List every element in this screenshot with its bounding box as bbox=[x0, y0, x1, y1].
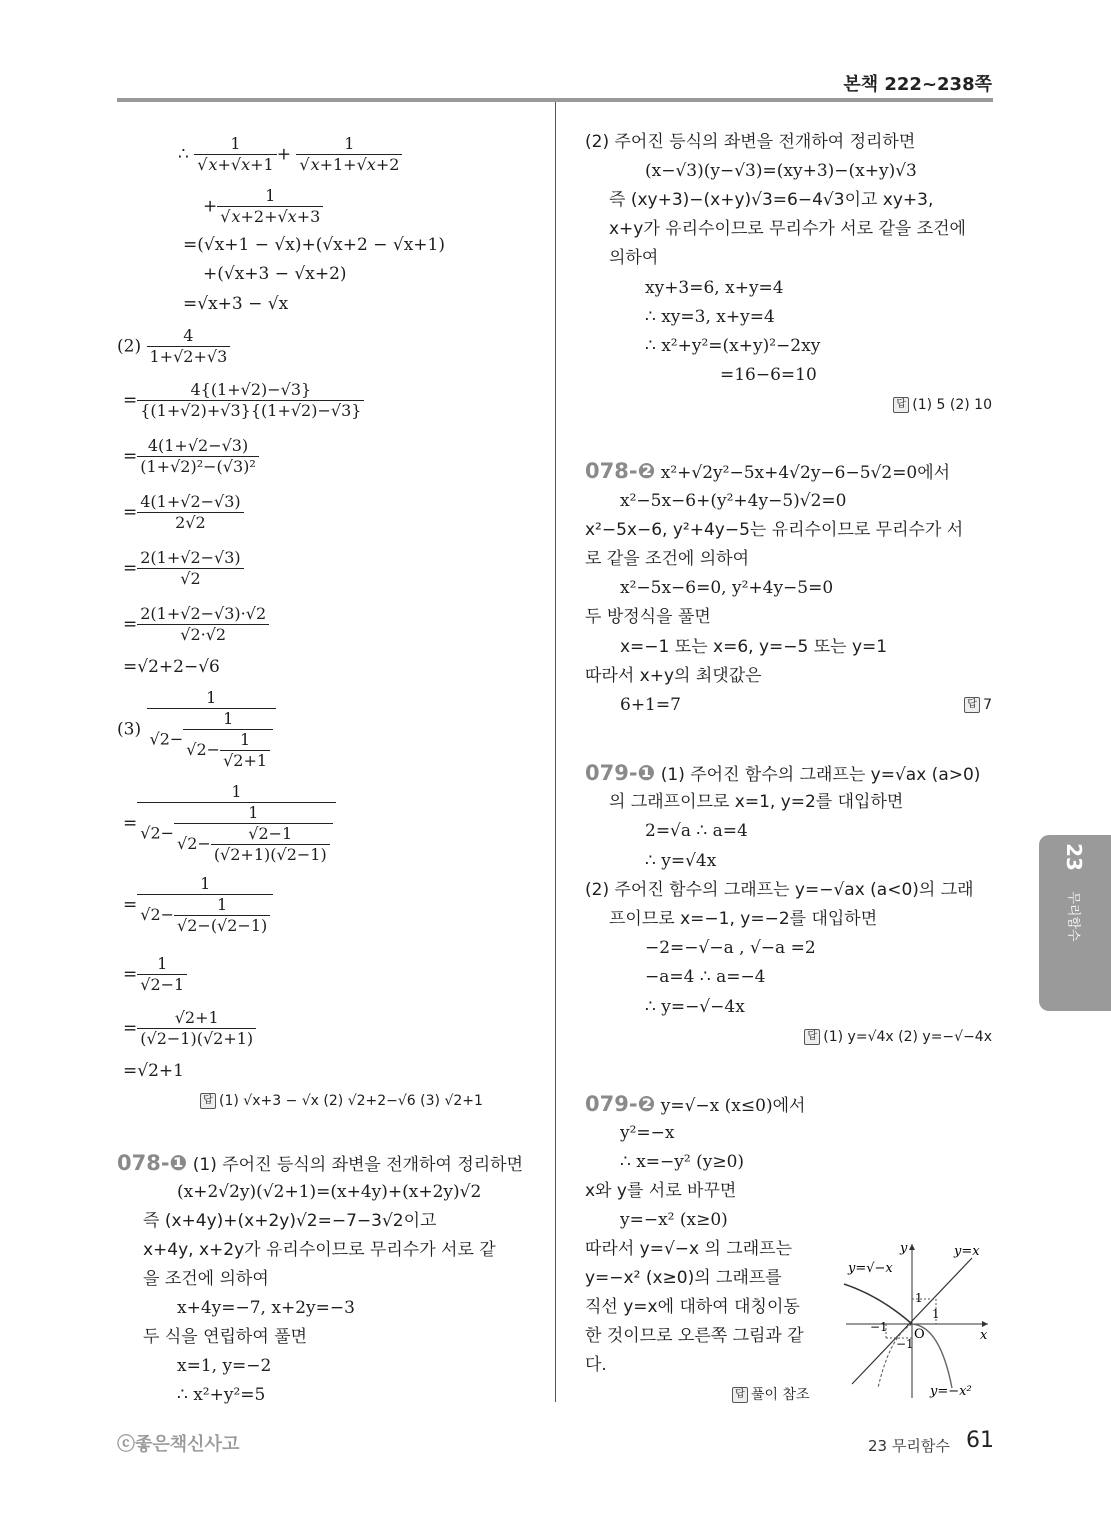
problem-number-078-1: 078-❶ bbox=[117, 1151, 188, 1175]
p2-step2: = $\frac{4(1+√2-√3)}{\text{(1+√2)²−(√3)²}}$ bbox=[123, 436, 259, 477]
p079-1-line5: 프이므로 x=−1, y=−2를 대입하면 bbox=[609, 909, 878, 929]
p3-step2: = 1 √2− $\frac{1}{√2-(√2-1)}$ bbox=[123, 874, 273, 936]
p078-1-line5: x+4y=−7, x+2y=−3 bbox=[177, 1298, 355, 1318]
p079-2-line5: 따라서 y=√−x 의 그래프는 bbox=[585, 1239, 793, 1259]
p079-2-line9: 다. bbox=[585, 1355, 607, 1375]
function-graph bbox=[840, 1238, 992, 1400]
p079-2-line2: ∴ x=−y² (y≥0) bbox=[620, 1152, 745, 1172]
label-1-y: 1 bbox=[915, 1291, 923, 1305]
publisher-logo: ⓒ좋은책신사고 bbox=[117, 1434, 240, 1455]
side-tab-number: 23 bbox=[1062, 843, 1086, 871]
p079-1-line3: ∴ y=√4x bbox=[645, 851, 717, 871]
curve-sqrt-neg-x bbox=[844, 1284, 912, 1324]
p2-step5: = $\frac{2(1+√2-√3)\cdot√2}{√2\cdot√2}$ bbox=[123, 604, 269, 645]
p1-line4: +(√x+3 − √x+2) bbox=[203, 264, 347, 284]
label-neg1-y: −1 bbox=[896, 1337, 914, 1351]
problem-number-078-2: 078-❷ bbox=[585, 459, 656, 483]
p079-2-line0: 079-❷ y=√−x (x≤0)에서 bbox=[585, 1092, 806, 1116]
p078-1-line6: 두 식을 연립하여 풀면 bbox=[143, 1327, 308, 1347]
p078-1b-line4: 의하여 bbox=[609, 248, 659, 268]
p078-1-line2: 즉 (x+4y)+(x+2y)√2=−7−3√2이고 bbox=[143, 1211, 437, 1231]
p1-line3: =(√x+1 − √x)+(√x+2 − √x+1) bbox=[183, 235, 445, 255]
answer-077: 답 (1) √x+3 − √x (2) √2+2−√6 (3) √2+1 bbox=[200, 1090, 483, 1112]
p078-1-line7: x=1, y=−2 bbox=[177, 1356, 272, 1376]
p1-line5: =√x+3 − √x bbox=[183, 294, 289, 314]
p079-2-line1: y²=−x bbox=[620, 1123, 675, 1143]
p2-last: =√2+2−√6 bbox=[123, 657, 220, 677]
chapter-side-tab bbox=[1039, 835, 1111, 1011]
p079-1-line7: −a=4 ∴ a=−4 bbox=[645, 967, 766, 987]
p078-1b-line0: (2) 주어진 등식의 좌변을 전개하여 정리하면 bbox=[585, 132, 916, 152]
p079-2-line8: 한 것이므로 오른쪽 그림과 같 bbox=[585, 1326, 804, 1346]
p078-1-line1: (x+2√2y)(√2+1)=(x+4y)+(x+2y)√2 bbox=[177, 1182, 482, 1202]
p079-2-line3: x와 y를 서로 바꾸면 bbox=[585, 1181, 737, 1201]
p078-2-line2: x²−5x−6, y²+4y−5는 유리수이므로 무리수가 서 bbox=[585, 520, 964, 540]
label-origin: O bbox=[914, 1327, 925, 1342]
p078-1b-line1: (x−√3)(y−√3)=(xy+3)−(x+y)√3 bbox=[645, 161, 917, 181]
answer-079-1: 답 (1) y=√4x (2) y=−√−4x bbox=[804, 1026, 992, 1048]
answer-icon: 답 bbox=[964, 697, 980, 713]
p1-line2: + $\frac{1}{√x+2+√x+3}$ bbox=[203, 186, 323, 227]
p079-1-line4: (2) 주어진 함수의 그래프는 y=−√ax (a<0)의 그래 bbox=[585, 880, 974, 900]
p078-1b-line5: xy+3=6, x+y=4 bbox=[645, 278, 784, 298]
p078-1b-line8: =16−6=10 bbox=[720, 365, 817, 385]
footer-chapter: 23 무리함수 bbox=[868, 1437, 950, 1455]
label-neg1-x: −1 bbox=[870, 1320, 888, 1334]
page-number: 61 bbox=[966, 1428, 994, 1453]
p078-2-line6: x=−1 또는 x=6, y=−5 또는 y=1 bbox=[620, 637, 888, 657]
problem-number-079-2: 079-❷ bbox=[585, 1092, 656, 1116]
label-parabola: y=−x² bbox=[930, 1384, 972, 1399]
label-sqrt: y=√−x bbox=[848, 1261, 893, 1276]
p078-1b-line6: ∴ xy=3, x+y=4 bbox=[645, 307, 775, 327]
book-reference: 본책 222~238쪽 bbox=[843, 74, 992, 95]
p079-1-line1: 의 그래프이므로 x=1, y=2를 대입하면 bbox=[609, 792, 904, 812]
p078-1-line3: x+4y, x+2y가 유리수이므로 무리수가 서로 같 bbox=[143, 1240, 496, 1260]
p1-line1: ∴ $\frac{1}{√x+√x+1}$ + $\frac{1}{√x+1+√x+2}$ bbox=[178, 134, 402, 175]
label-yx: y=x bbox=[954, 1244, 980, 1259]
label-y: y bbox=[900, 1241, 908, 1256]
p078-1-line4: 을 조건에 의하여 bbox=[143, 1269, 269, 1289]
p078-2-line7: 따라서 x+y의 최댓값은 bbox=[585, 666, 762, 686]
answer-icon: 답 bbox=[804, 1029, 820, 1045]
p078-1b-line7: ∴ x²+y²=(x+y)²−2xy bbox=[645, 336, 821, 356]
p078-2-line1: x²−5x−6+(y²+4y−5)√2=0 bbox=[620, 491, 847, 511]
p078-1-line0: 078-❶ (1) 주어진 등식의 좌변을 전개하여 정리하면 bbox=[117, 1151, 524, 1175]
problem-number-079-1: 079-❶ bbox=[585, 761, 656, 785]
p078-1b-line3: x+y가 유리수이므로 무리수가 서로 같을 조건에 bbox=[609, 219, 966, 239]
p079-2-line6: y=−x² (x≥0)의 그래프를 bbox=[585, 1268, 782, 1288]
p079-2-line7: 직선 y=x에 대하여 대칭이동 bbox=[585, 1297, 800, 1317]
p3-step4: = $\frac{√2+1}{(√2-1)(√2+1)}$ bbox=[123, 1008, 256, 1049]
p079-1-line0: 079-❶ (1) 주어진 함수의 그래프는 y=√ax (a>0) bbox=[585, 761, 981, 785]
answer-079-2: 답 풀이 참조 bbox=[732, 1384, 810, 1406]
p2-step1: = $\frac{4\{(1+√2)-√3\}}{\{(1+√2)+√3\}\{(1+√2)-√3\}}$ bbox=[123, 380, 364, 421]
p078-1b-line2: 즉 (xy+3)−(x+y)√3=6−4√3이고 xy+3, bbox=[609, 190, 934, 210]
label-1-x: 1 bbox=[932, 1307, 940, 1321]
p079-1-line8: ∴ y=−√−4x bbox=[645, 997, 745, 1017]
p3-last: =√2+1 bbox=[123, 1061, 184, 1081]
p078-2-line5: 두 방정식을 풀면 bbox=[585, 607, 711, 627]
answer-icon: 답 bbox=[732, 1387, 748, 1403]
p078-2-line0: 078-❷ x²+√2y²−5x+4√2y−6−5√2=0에서 bbox=[585, 459, 951, 483]
label-x: x bbox=[980, 1328, 988, 1343]
y-axis-arrow bbox=[909, 1244, 915, 1250]
p078-1-line8: ∴ x²+y²=5 bbox=[177, 1385, 266, 1405]
p2-step3: = $\frac{4(1+√2-√3)}{2√2}$ bbox=[123, 492, 244, 533]
p078-2-line3: 로 같을 조건에 의하여 bbox=[585, 549, 750, 569]
p079-1-line6: −2=−√−a , √−a =2 bbox=[645, 938, 816, 958]
p3-start: (3) 1 √2− 1 √2− $\frac{1}{√2+1}$ bbox=[117, 688, 276, 771]
p2-step4: = $\frac{2(1+√2-√3)}{√2}$ bbox=[123, 548, 244, 589]
p2-start: (2) $\frac{4}{1+√2+√3}$ bbox=[117, 326, 230, 367]
side-tab-label: 무리함수 bbox=[1065, 891, 1081, 942]
p3-step1: = 1 √2− 1 √2− $\frac{√2-1}{(√2+1)(√2-1)}$ bbox=[123, 782, 336, 865]
answer-icon: 답 bbox=[200, 1093, 216, 1109]
answer-078-1: 답 (1) 5 (2) 10 bbox=[893, 394, 992, 416]
p3-step3: = $\frac{1}{√2-1}$ bbox=[123, 954, 187, 995]
x-axis-arrow bbox=[982, 1321, 988, 1327]
p079-2-line4: y=−x² (x≥0) bbox=[620, 1210, 728, 1230]
p079-1-line2: 2=√a ∴ a=4 bbox=[645, 821, 748, 841]
answer-icon: 답 bbox=[893, 397, 909, 413]
answer-078-2: 답 7 bbox=[964, 694, 992, 716]
column-divider bbox=[555, 102, 556, 1402]
p078-2-line8: 6+1=7 bbox=[620, 695, 681, 715]
p078-2-line4: x²−5x−6=0, y²+4y−5=0 bbox=[620, 578, 834, 598]
